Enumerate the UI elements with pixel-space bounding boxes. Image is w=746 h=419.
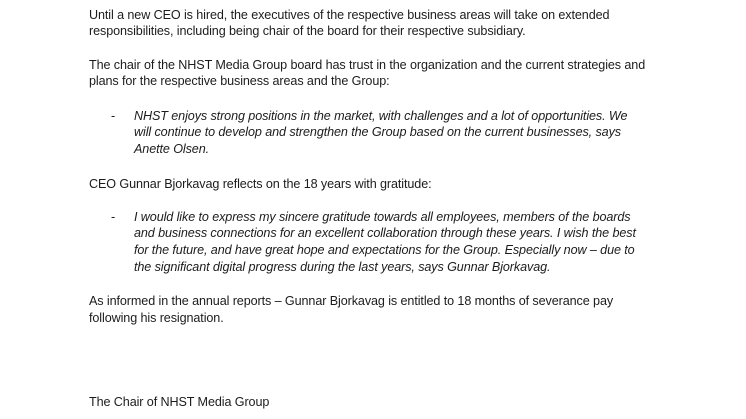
- paragraph-line: following his resignation.: [89, 311, 224, 325]
- bullet-dash: -: [111, 210, 116, 224]
- paragraph-line: As informed in the annual reports – Gunnar Bjorkavag is entitled to 18 months of severance pay: [89, 294, 614, 308]
- paragraph-line: Until a new CEO is hired, the executives of the respective business areas will take on extended: [89, 8, 610, 22]
- quote-line: NHST enjoys strong positions in the market, with challenges and a lot of opportunities. We: [134, 109, 628, 123]
- quote-line: Anette Olsen.: [134, 142, 210, 156]
- quote-line: I would like to express my sincere gratitude towards all employees, members of the boards: [134, 210, 631, 224]
- paragraph-line: The chair of the NHST Media Group board has trust in the organization and the current strategies and: [89, 58, 646, 72]
- paragraph-line: responsibilities, including being chair of the board for their respective subsidiary.: [89, 24, 526, 38]
- quote-line: will continue to develop and strengthen the Group based on the current businesses, says: [134, 125, 621, 139]
- quote-line: the significant digital progress during the last years, says Gunnar Bjorkavag.: [134, 260, 551, 274]
- paragraph-line: plans for the respective business areas and the Group:: [89, 74, 390, 88]
- bullet-dash: -: [111, 109, 116, 123]
- quote-line: and business connections for an excellent collaboration through these years. I wish the best: [134, 226, 636, 240]
- signature-line: The Chair of NHST Media Group: [89, 395, 270, 409]
- paragraph-line: CEO Gunnar Bjorkavag reflects on the 18 years with gratitude:: [89, 177, 432, 191]
- quote-line: for the future, and have great hope and expectations for the Group. Especially now – due to: [134, 243, 635, 257]
